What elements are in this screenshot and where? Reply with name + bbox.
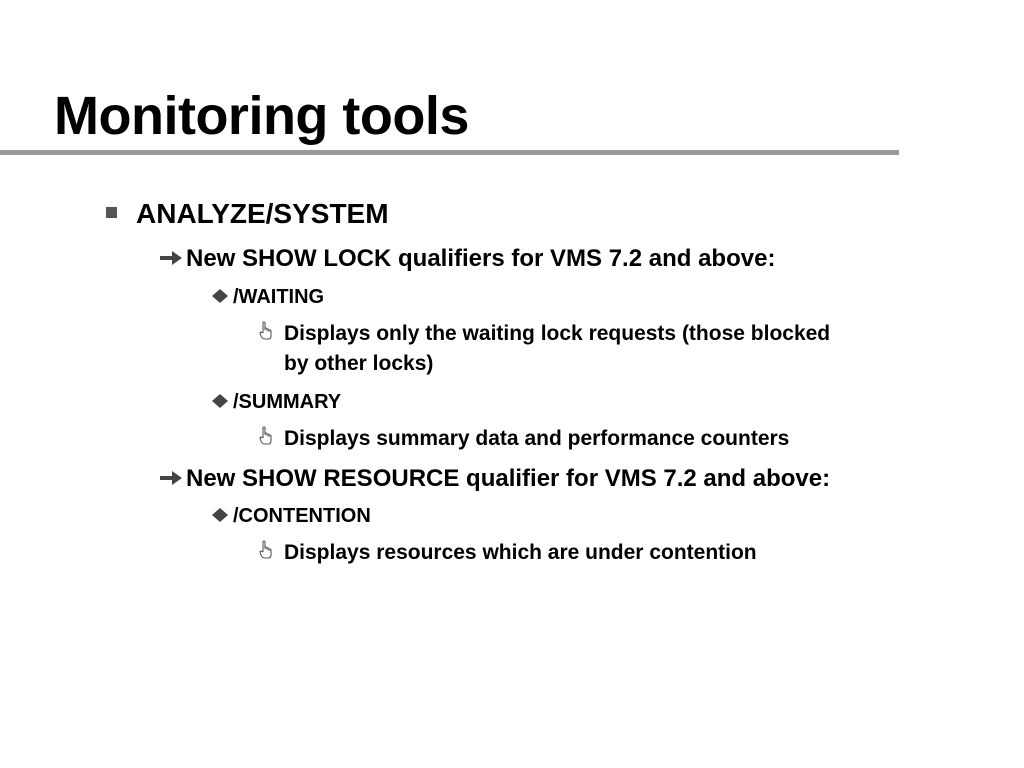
bullet-text: /SUMMARY: [233, 391, 342, 413]
bullet-text: Displays resources which are under contention: [284, 541, 757, 564]
bullet-item-contention: [210, 504, 371, 528]
title-underline-rule: [0, 150, 899, 155]
arrow-right-icon: [158, 248, 184, 268]
bullet-text: Displays summary data and performance counters: [284, 427, 790, 450]
bullet-item-summary-description: [258, 424, 789, 454]
square-bullet-icon: [106, 207, 117, 218]
bullet-text-line2: by other locks): [284, 352, 434, 375]
bullet-item-waiting: [210, 285, 324, 309]
arrow-right-icon: [158, 468, 184, 488]
bullet-item-waiting-description: [258, 319, 964, 379]
bullet-text: ANALYZE/SYSTEM: [136, 198, 389, 229]
bullet-item-contention-description: [258, 538, 757, 568]
pointing-hand-icon: [258, 321, 274, 341]
diamond-icon: [210, 288, 230, 304]
bullet-text: New SHOW LOCK qualifiers for VMS 7.2 and above:: [186, 245, 776, 272]
pointing-hand-icon: [258, 540, 274, 560]
bullet-item-show-lock: [158, 244, 775, 274]
pointing-hand-icon: [258, 426, 274, 446]
bullet-text-line1: Displays only the waiting lock requests (those blocked: [284, 322, 831, 345]
slide-title: Monitoring tools: [54, 86, 469, 146]
bullet-item-analyze-system: [106, 197, 389, 231]
bullet-text: /WAITING: [233, 286, 325, 308]
diamond-icon: [210, 393, 230, 409]
bullet-text: New SHOW RESOURCE qualifier for VMS 7.2 and above:: [186, 465, 831, 492]
bullet-item-summary: [210, 390, 341, 414]
bullet-text: /CONTENTION: [233, 505, 371, 527]
bullet-item-show-resource: [158, 464, 830, 494]
diamond-icon: [210, 507, 230, 523]
